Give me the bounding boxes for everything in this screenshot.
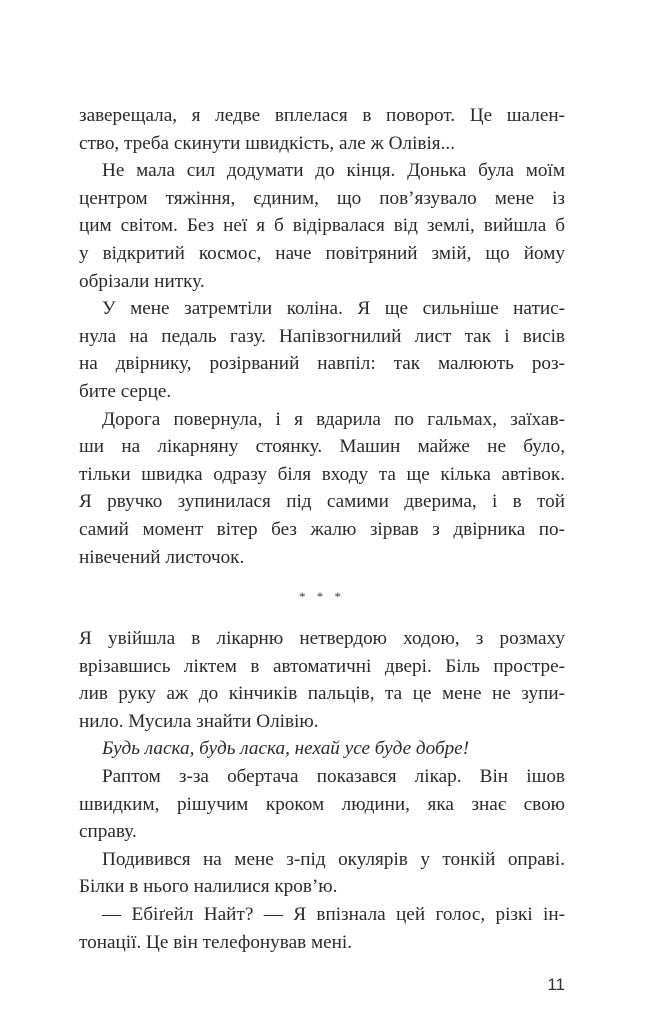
text-line: — Ебіґейл Найт? — Я впізнала цей голос, різкі ін- xyxy=(102,904,565,926)
text-line: ство, треба скинути швидкість, але ж Олівія... xyxy=(79,132,456,154)
paragraph-dialogue xyxy=(79,901,565,956)
text-line: на двірнику, розірваний навпіл: так малюють роз- xyxy=(79,353,565,375)
text-before-section-break xyxy=(79,102,565,571)
text-line: обрізали нитку. xyxy=(79,270,205,292)
paragraph xyxy=(79,102,565,157)
section-break-asterisks: * * * xyxy=(299,589,345,605)
page-footer xyxy=(79,970,565,1000)
text-line: Дорога повернула, і я вдарила по гальмах, заїхав- xyxy=(102,408,565,430)
text-line: Я увійшла в лікарню нетвердою ходою, з розмаху xyxy=(79,628,565,650)
text-line: Білки в нього налилися кров’ю. xyxy=(79,876,338,898)
page-number: 11 xyxy=(547,975,565,995)
text-line: нівечений листочок. xyxy=(79,546,245,568)
paragraph xyxy=(79,406,565,572)
text-line: тільки швидка одразу біля входу та ще кілька автівок. xyxy=(79,463,565,485)
text-line: бите серце. xyxy=(79,380,172,402)
text-line: врізавшись ліктем в автоматичні двері. Біль простре- xyxy=(79,655,565,677)
book-page-body xyxy=(79,102,565,1000)
text-line: Я рвучко зупинилася під самими дверима, і в той xyxy=(79,491,565,513)
text-line: У мене затремтіли коліна. Я ще сильніше натис- xyxy=(102,298,565,320)
text-line: ши на лікарняну стоянку. Машин майже не було, xyxy=(79,436,565,458)
text-line: нула на педаль газу. Напівзогнилий лист так і висів xyxy=(79,325,565,347)
text-line: центром тяжіння, єдиним, що пов’язувало мене із xyxy=(79,187,565,209)
paragraph xyxy=(79,157,565,295)
text-line: цим світом. Без неї я б відірвалася від землі, вийшла б xyxy=(79,215,565,237)
text-line: нило. Мусила знайти Олівію. xyxy=(79,710,319,732)
text-line: самий момент вітер без жалю зірвав з двірника по- xyxy=(79,518,565,540)
paragraph xyxy=(79,625,565,735)
paragraph xyxy=(79,763,565,846)
text-after-section-break xyxy=(79,625,565,956)
text-line: Подивився на мене з-під окулярів у тонкій оправі. xyxy=(102,848,565,870)
text-line: лив руку аж до кінчиків пальців, та це мене не зупи- xyxy=(79,683,565,705)
text-line: у відкритий космос, наче повітряний змій, що йому xyxy=(79,242,565,264)
text-line: справу. xyxy=(79,821,137,843)
text-line: тонації. Це він телефонував мені. xyxy=(79,931,353,953)
paragraph xyxy=(79,295,565,405)
text-line: заверещала, я ледве вплелася в поворот. Це шален- xyxy=(79,105,565,126)
text-line: Не мала сил додумати до кінця. Донька була моїм xyxy=(102,160,565,182)
paragraph-italic-thought xyxy=(79,735,565,763)
paragraph xyxy=(79,846,565,901)
text-line: Будь ласка, будь ласка, нехай усе буде добре! xyxy=(102,738,470,760)
text-line: швидким, рішучим кроком людини, яка знає свою xyxy=(79,793,565,815)
text-line: Раптом з-за обертача показався лікар. Він ішов xyxy=(102,766,565,788)
